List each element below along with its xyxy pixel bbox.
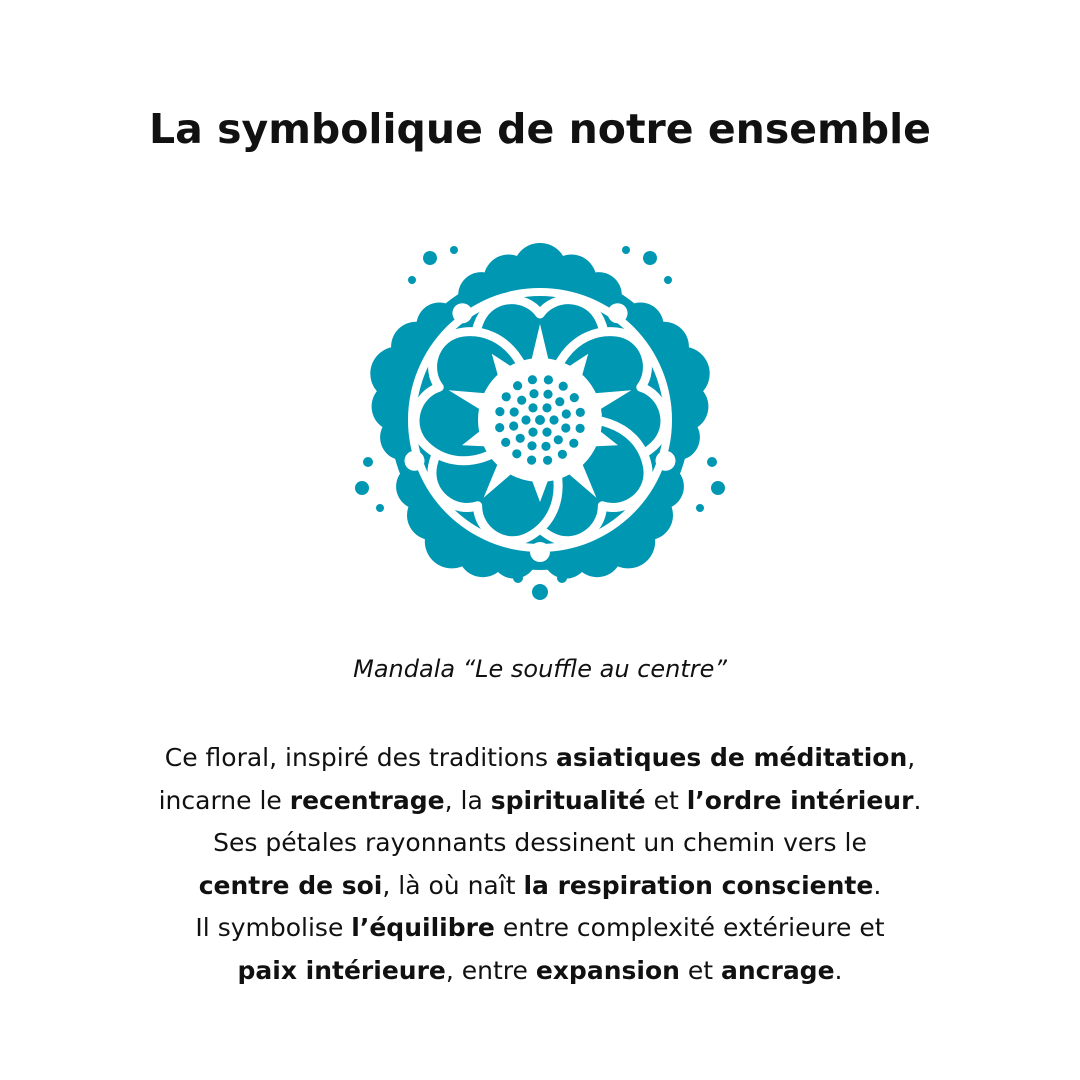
page-title: La symbolique de notre ensemble	[149, 105, 931, 153]
body-text-run: .	[873, 870, 882, 900]
emblem-caption: Mandala “Le souffle au centre”	[353, 655, 727, 683]
body-text-run: , entre	[445, 955, 536, 985]
body-text-run: entre complexité extérieure et	[494, 913, 885, 942]
body-text-run: et	[645, 785, 687, 815]
body-text-run: .	[834, 955, 843, 985]
body-text-run: , là où naît	[382, 870, 524, 900]
emphasis-text: spiritualité	[490, 785, 646, 815]
body-text-run: Ses pétales rayonnants dessinent un chemin vers le	[213, 828, 867, 857]
emphasis-text: l’équilibre	[351, 913, 495, 942]
paragraph-line	[100, 737, 980, 780]
emphasis-text: l’ordre intérieur	[686, 785, 914, 815]
emphasis-text: asiatiques de méditation	[556, 743, 908, 772]
emphasis-text: expansion	[535, 955, 680, 985]
paragraph-line	[100, 780, 980, 823]
paragraph-line	[100, 865, 980, 908]
body-text-run: , la	[444, 785, 491, 815]
body-text-run: Ce floral, inspiré des traditions	[164, 743, 556, 772]
body-text-run: et	[679, 955, 721, 985]
body-text-run: Il symbolise	[195, 913, 352, 942]
emphasis-text: la respiration consciente	[523, 870, 874, 900]
body-text-run: ,	[907, 743, 916, 772]
emphasis-text: ancrage	[721, 955, 835, 985]
description-paragraph	[100, 737, 980, 992]
emphasis-text: centre de soi	[198, 870, 383, 900]
paragraph-line	[100, 907, 980, 950]
body-text-run: .	[913, 785, 922, 815]
paragraph-line	[100, 950, 980, 993]
emphasis-text: paix intérieure	[237, 955, 446, 985]
body-text-run: incarne le	[158, 785, 290, 815]
mandala-flower-icon	[355, 232, 725, 604]
paragraph-line	[100, 822, 980, 865]
emphasis-text: recentrage	[289, 785, 445, 815]
